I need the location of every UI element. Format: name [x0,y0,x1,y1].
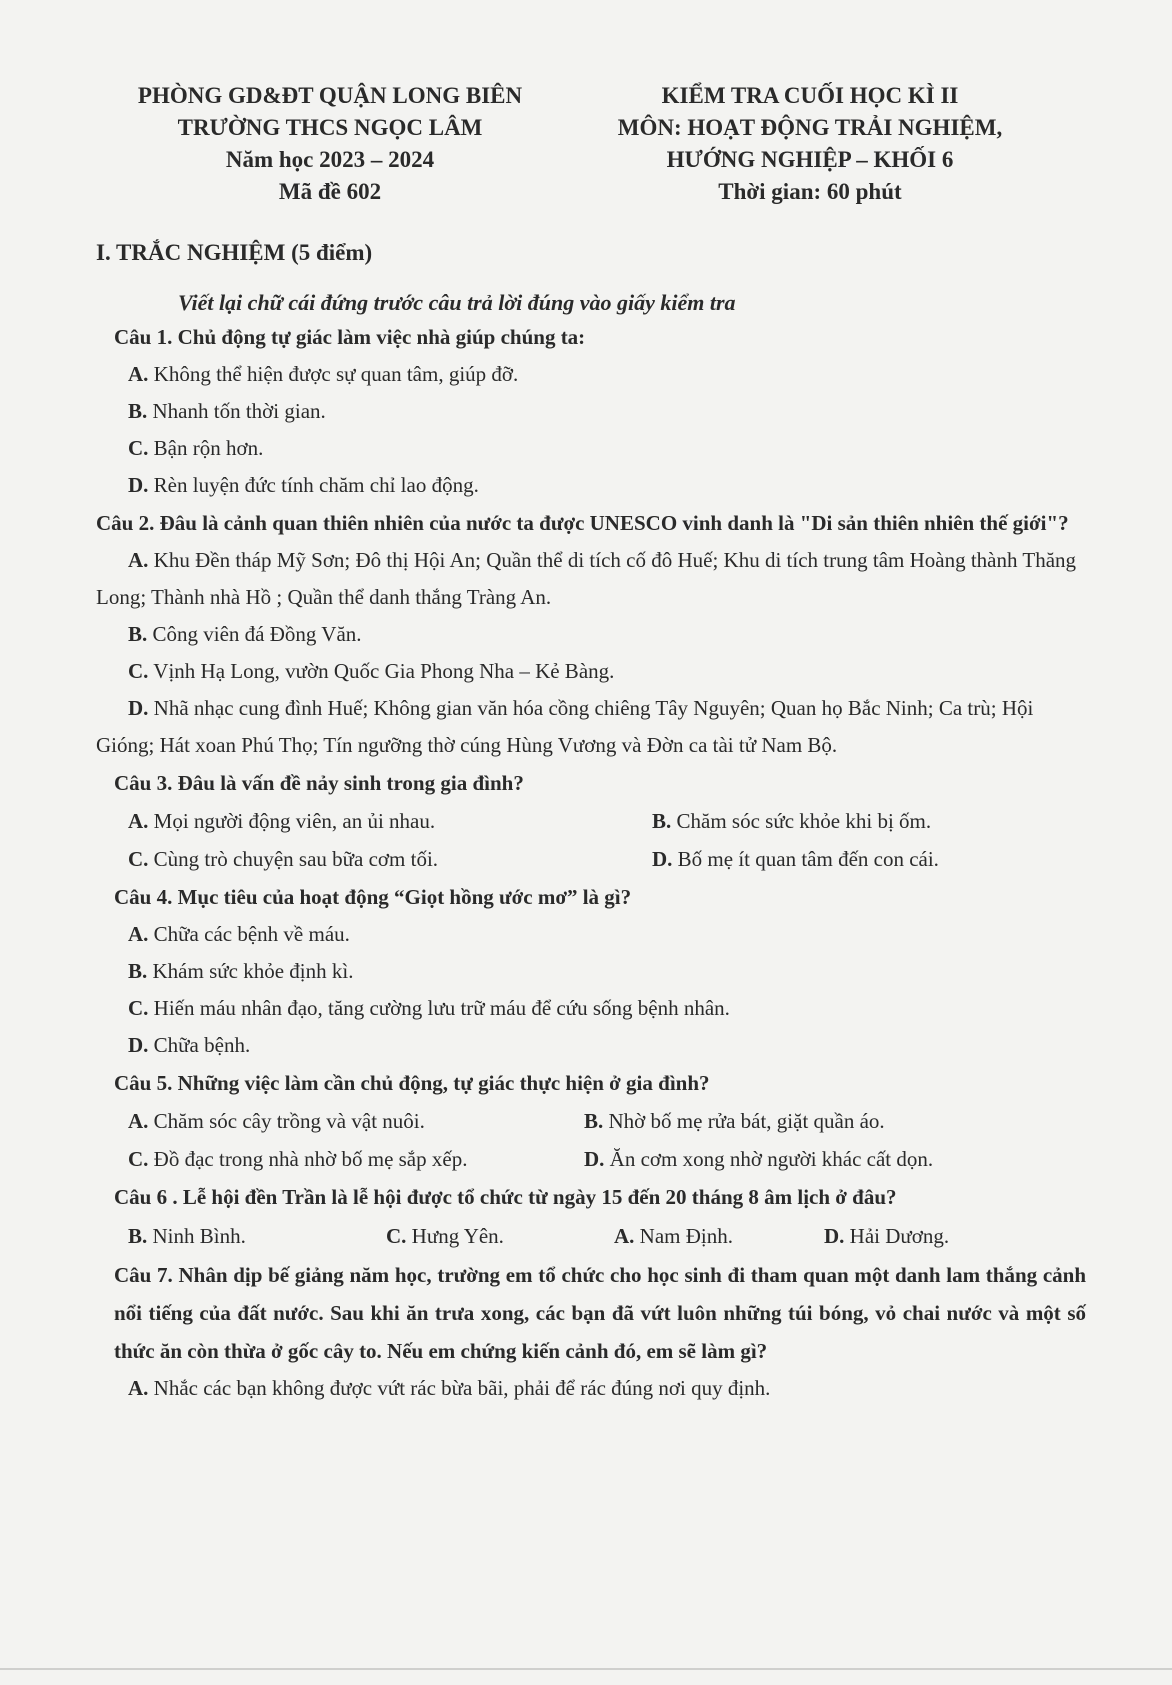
option [96,393,1086,430]
option [128,1140,584,1178]
option-text: Rèn luyện đức tính chăm chỉ lao động. [153,473,479,497]
option-letter: D. [824,1224,845,1248]
header-subject: MÔN: HOẠT ĐỘNG TRẢI NGHIỆM, [617,115,1003,140]
option-text: Ăn cơm xong nhờ người khác cất dọn. [609,1147,934,1171]
option [386,1216,614,1256]
option-letter: C. [128,996,149,1020]
header-subject-grade: HƯỚNG NGHIỆP – KHỐI 6 [666,147,954,172]
option-text: Vịnh Hạ Long, vườn Quốc Gia Phong Nha – Kẻ Bàng. [153,659,615,683]
question-6: Câu 6 . Lễ hội đền Trần là lễ hội được tổ chức từ ngày 15 đến 20 tháng 8 âm lịch ở đâu? [114,1185,897,1209]
header-exam-code: Mã đề 602 [278,179,382,204]
option [96,356,1086,393]
option-letter: B. [128,622,148,646]
option-letter: A. [128,1109,149,1133]
option-letter: D. [652,847,673,871]
option-text: Nhắc các bạn không được vứt rác bừa bãi, phải để rác đúng nơi quy định. [153,1376,771,1400]
option [96,1027,1086,1064]
option-letter: B. [584,1109,604,1133]
question-7: Câu 7. Nhân dịp bế giảng năm học, trường em tổ chức cho học sinh đi tham quan một danh lam thắng cảnh nổi tiếng của đất nước. Sau khi ăn trưa xong, các bạn đã vứt luôn những túi bóng, vỏ chai nước và một số thức ăn còn thừa ở gốc cây to. Nếu em chứng kiến cảnh đó, em sẽ làm gì? [114,1263,1086,1363]
option [96,916,1086,953]
option [614,1216,824,1256]
header-school-block [90,80,570,208]
option-row [96,840,1086,878]
option-letter: A. [128,809,149,833]
option-letter: B. [652,809,672,833]
option-text: Chăm sóc cây trồng và vật nuôi. [153,1109,425,1133]
header-duration: Thời gian: 60 phút [718,179,902,204]
option-text: Khu Đền tháp Mỹ Sơn; Đô thị Hội An; Quần thể di tích cố đô Huế; Khu di tích trung tâm Hoàng thành Thăng Long; Thành nhà Hồ ; Quần thể danh thắng Tràng An. [96,548,1077,609]
option-letter: D. [128,1033,149,1057]
option [128,802,652,840]
option [652,840,939,878]
option-text: Công viên đá Đồng Văn. [152,622,362,646]
option [96,690,1086,764]
option-row [96,802,1086,840]
option-letter: A. [128,922,149,946]
option-text: Chăm sóc sức khỏe khi bị ốm. [676,809,932,833]
option-letter: B. [128,399,148,423]
section-title: I. TRẮC NGHIỆM (5 điểm) [96,240,373,265]
option-letter: C. [128,436,149,460]
option-letter: B. [128,959,148,983]
option-text: Nhờ bố mẹ rửa bát, giặt quần áo. [608,1109,885,1133]
option-letter: D. [128,473,149,497]
option-text: Bận rộn hơn. [153,436,264,460]
option-text: Mọi người động viên, an ủi nhau. [153,809,436,833]
question-1: Câu 1. Chủ động tự giác làm việc nhà giúp chúng ta: [114,325,586,349]
header-school-year: Năm học 2023 – 2024 [225,147,435,172]
option-text: Ninh Bình. [152,1224,246,1248]
option [96,430,1086,467]
page-bottom-edge [0,1668,1172,1670]
option-letter: D. [584,1147,605,1171]
option-text: Hưng Yên. [411,1224,504,1248]
option-letter: A. [128,548,149,572]
option [96,1370,1086,1407]
question-3: Câu 3. Đâu là vấn đề nảy sinh trong gia đình? [114,771,524,795]
option [96,542,1086,616]
option [96,467,1086,504]
option [96,616,1086,653]
option [584,1140,933,1178]
option-text: Chữa các bệnh về máu. [153,922,350,946]
option-letter: D. [128,696,149,720]
question-2: Câu 2. Đâu là cảnh quan thiên nhiên của nước ta được UNESCO vinh danh là "Di sản thiên nhiên thế giới"? [96,511,1069,535]
header-school: TRƯỜNG THCS NGỌC LÂM [177,115,483,140]
option [96,953,1086,990]
option-letter: C. [128,659,149,683]
option-letter: C. [128,1147,149,1171]
option [128,1216,386,1256]
option-text: Hiến máu nhân đạo, tăng cường lưu trữ máu để cứu sống bệnh nhân. [153,996,730,1020]
option [96,653,1086,690]
option-row [96,1102,1086,1140]
option [96,990,1086,1027]
option-letter: B. [128,1224,148,1248]
option-row [96,1140,1086,1178]
header-department: PHÒNG GD&ĐT QUẬN LONG BIÊN [137,83,523,108]
header-exam-block [560,80,1060,208]
option [128,1102,584,1140]
option-text: Hải Dương. [849,1224,950,1248]
option-text: Nam Định. [639,1224,733,1248]
option-text: Chữa bệnh. [153,1033,251,1057]
option-text: Cùng trò chuyện sau bữa cơm tối. [153,847,439,871]
option-text: Nhanh tốn thời gian. [152,399,326,423]
option-text: Bố mẹ ít quan tâm đến con cái. [677,847,939,871]
option-letter: C. [128,847,149,871]
option [128,840,652,878]
option-text: Khám sức khỏe định kì. [152,959,354,983]
option-letter: C. [386,1224,407,1248]
option-text: Đồ đạc trong nhà nhờ bố mẹ sắp xếp. [153,1147,468,1171]
option-text: Nhã nhạc cung đình Huế; Không gian văn hóa cồng chiêng Tây Nguyên; Quan họ Bắc Ninh; Ca trù; Hội Gióng; Hát xoan Phú Thọ; Tín ngưỡng thờ cúng Hùng Vương và Đờn ca tài tử Nam Bộ. [96,696,1034,757]
question-4: Câu 4. Mục tiêu của hoạt động “Giọt hồng ước mơ” là gì? [114,885,632,909]
instruction: Viết lại chữ cái đứng trước câu trả lời đúng vào giấy kiểm tra [178,290,736,315]
option-letter: A. [128,1376,149,1400]
question-5: Câu 5. Những việc làm cần chủ động, tự giác thực hiện ở gia đình? [114,1071,710,1095]
option [584,1102,885,1140]
option-row [96,1216,1086,1256]
header-exam-title: KIỂM TRA CUỐI HỌC KÌ II [661,83,959,108]
option [652,802,931,840]
option-letter: A. [128,362,149,386]
option [824,1216,949,1256]
questions-body [96,318,1086,1407]
option-letter: A. [614,1224,635,1248]
option-text: Không thể hiện được sự quan tâm, giúp đỡ. [153,362,519,386]
